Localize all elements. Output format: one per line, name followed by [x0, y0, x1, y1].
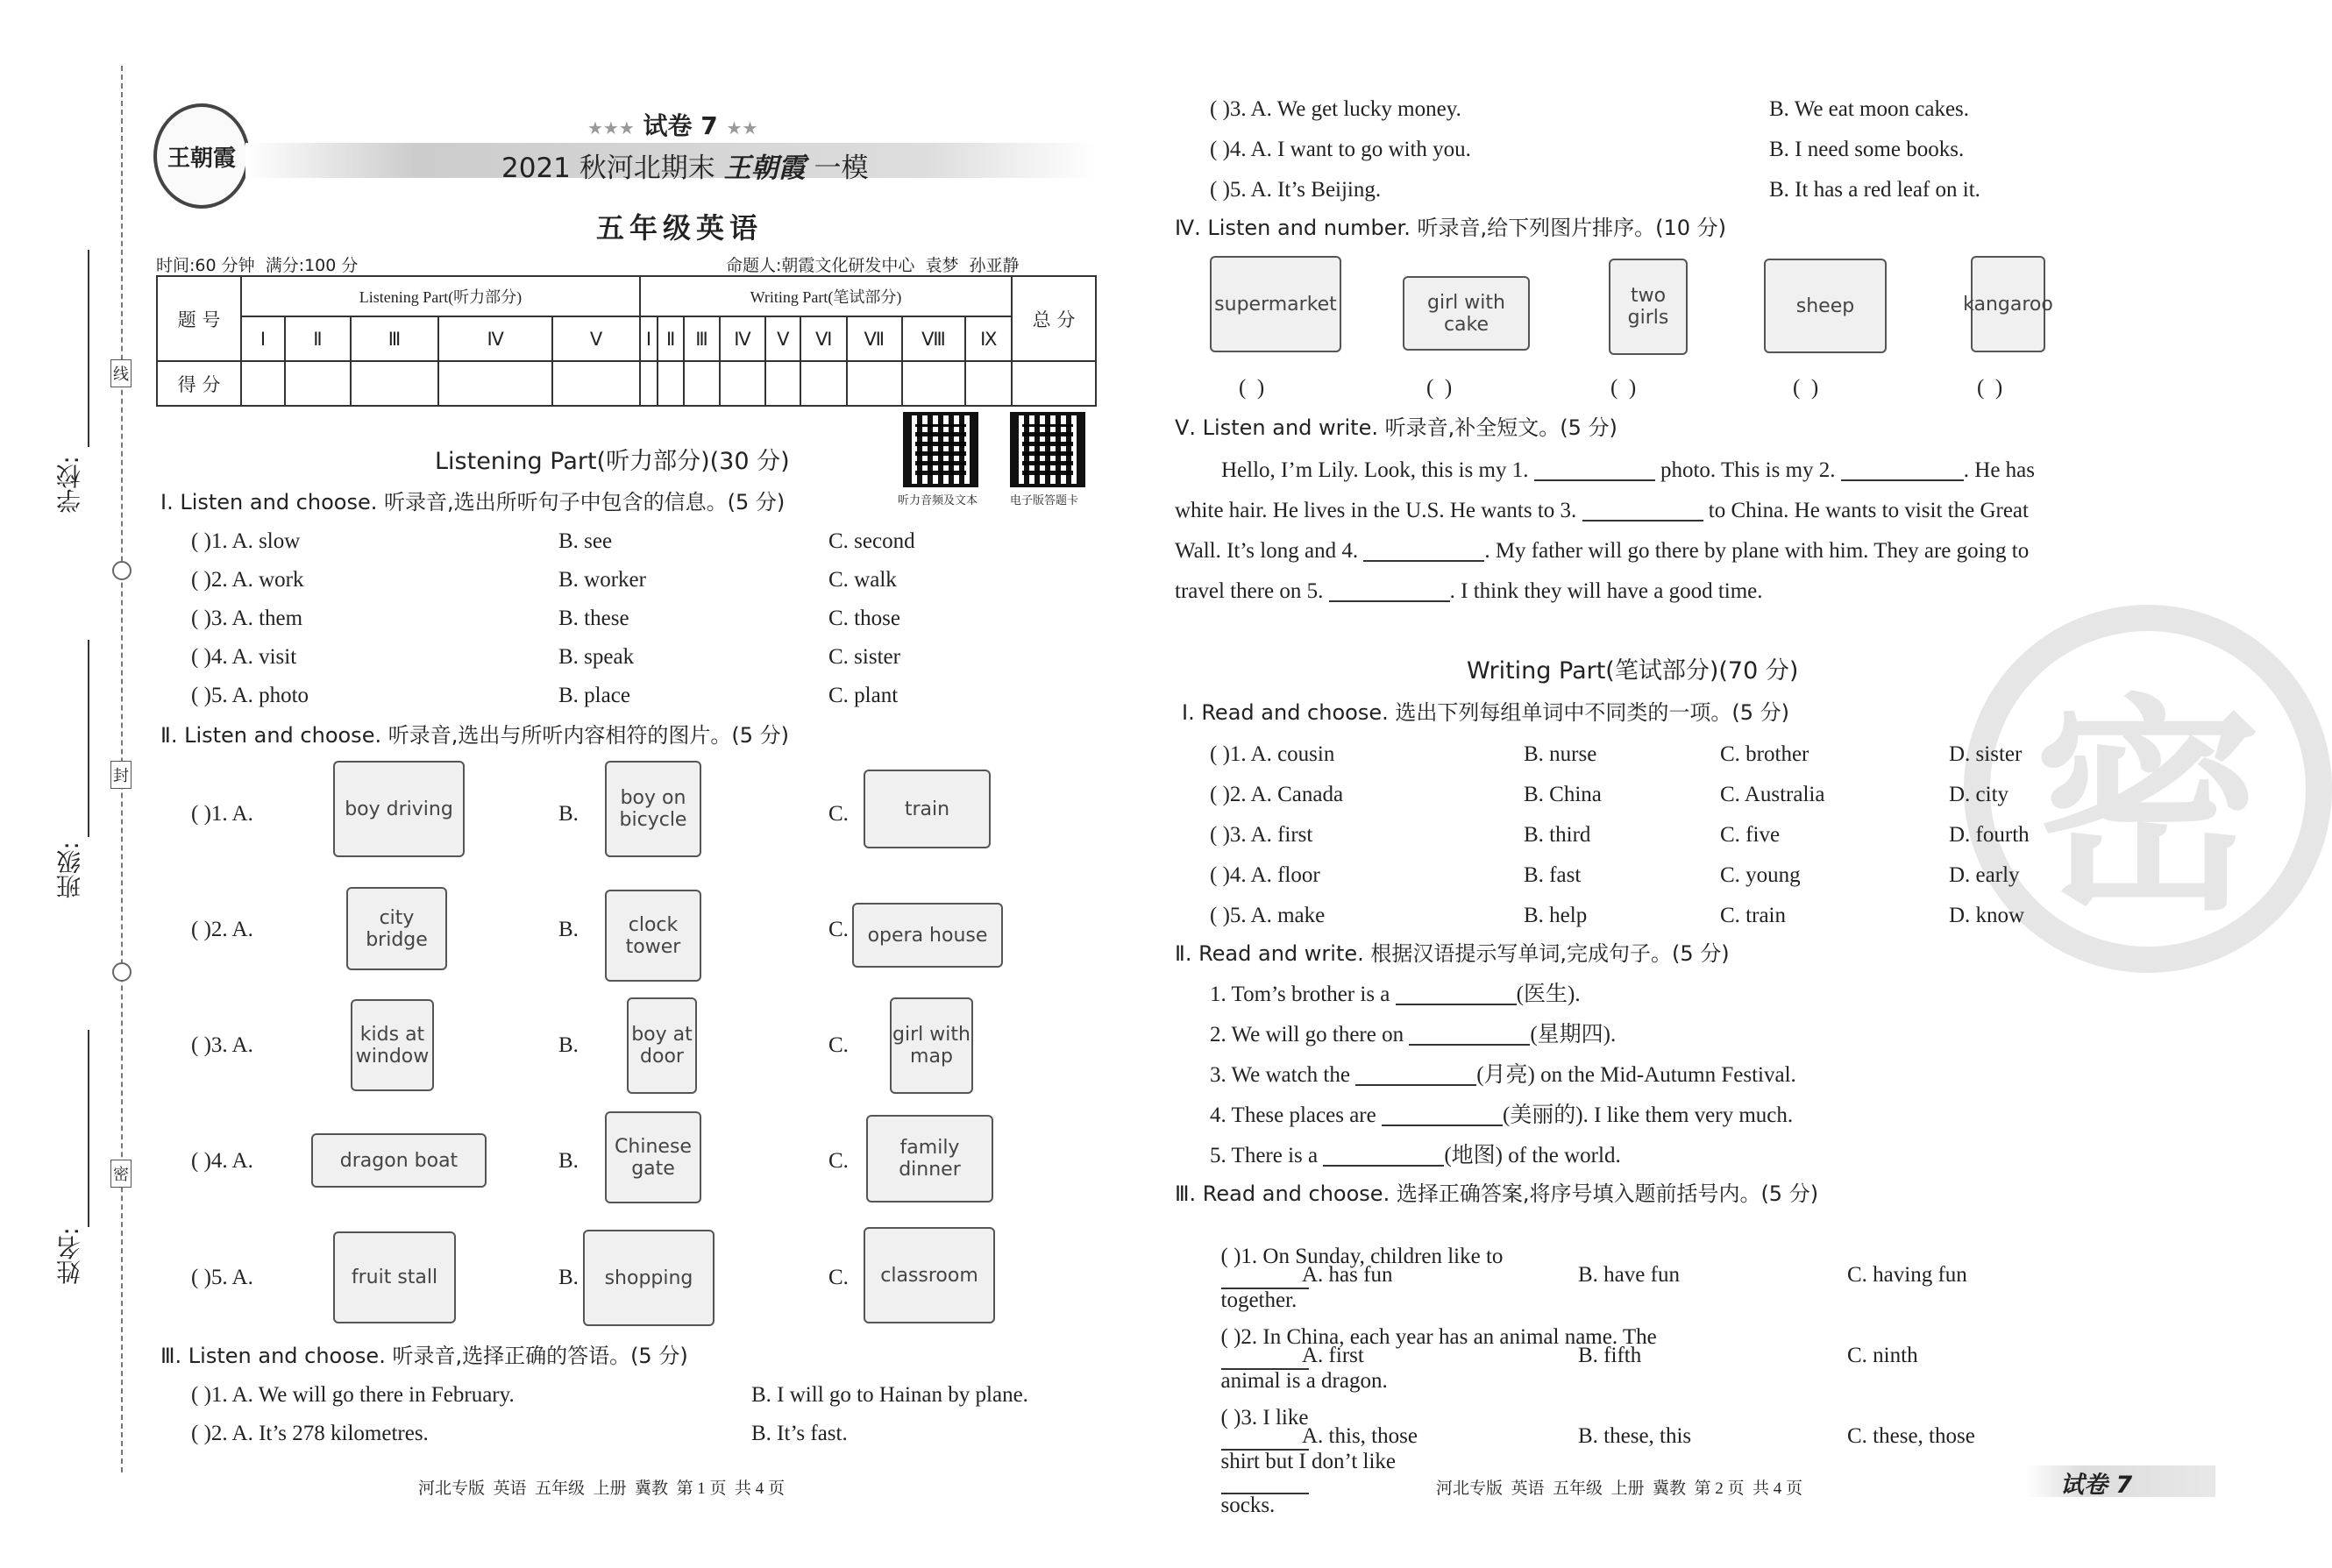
l2-q5-c: C.	[828, 1266, 849, 1289]
s5-text: photo. This is my 2.	[1660, 458, 1836, 482]
col-header: Ⅴ	[765, 316, 800, 361]
binding-dot-icon	[112, 962, 132, 982]
w2-q4	[1210, 1104, 1793, 1126]
listening-part-title: Listening Part(听力部分)(30 分)	[435, 448, 790, 475]
exam-banner-title	[501, 145, 868, 185]
l1-q5-a[interactable]: ( )5. A. photo	[191, 684, 309, 707]
w2-text: 1. Tom’s brother is a	[1210, 983, 1390, 1006]
w1-q4-d: D. early	[1949, 863, 2020, 887]
l3-q4-a[interactable]: ( )4. A. I want to go with you.	[1210, 138, 1471, 161]
footer-left: 河北专版 英语 五年级 上册 冀教 第 1 页 共 4 页	[418, 1479, 786, 1498]
listening-s5-title: Ⅴ. Listen and write. 听录音,补全短文。(5 分)	[1175, 415, 1617, 440]
s5-text: to China. He wants to visit the Great	[1708, 499, 2029, 522]
w1-q5-a[interactable]: ( )5. A. make	[1210, 904, 1326, 927]
l2-q2-pic-b[interactable]: clock tower	[605, 890, 701, 982]
col-header: Ⅸ	[965, 316, 1012, 361]
l2-q1-c: C.	[828, 802, 849, 826]
score-table	[156, 275, 1097, 407]
l2-q2-b: B.	[558, 918, 579, 941]
w1-q4-b: B. fast	[1524, 863, 1582, 887]
l2-q1-pic-c[interactable]: train	[864, 770, 991, 848]
school-line	[88, 250, 89, 447]
total-score-cell[interactable]	[1012, 361, 1096, 406]
l2-q2-c: C.	[828, 918, 849, 941]
l2-q5-pic-c[interactable]: classroom	[864, 1227, 995, 1323]
l3-q2-b: B. It’s fast.	[751, 1422, 848, 1445]
w1-q2-d: D. city	[1949, 783, 2009, 806]
l2-q3-pic-c[interactable]: girl with map	[890, 997, 973, 1094]
col-header: Ⅷ	[902, 316, 966, 361]
w3-q3	[1210, 1385, 1396, 1516]
row-label-score: 得 分	[157, 361, 241, 406]
writing-w1-title: Ⅰ. Read and choose. 选出下列每组单词中不同类的一项。(5 分)	[1182, 700, 1789, 725]
l4-bracket-3[interactable]: ( )	[1610, 376, 1637, 400]
l1-q3-a[interactable]: ( )3. A. them	[191, 607, 303, 630]
col-header: Ⅲ	[351, 316, 438, 361]
l2-q1-label[interactable]: ( )1. A.	[191, 802, 253, 826]
banner-suffix: 一模	[814, 153, 869, 184]
l1-q1-c: C. second	[828, 529, 915, 553]
l4-pic-5[interactable]: kangaroo	[1971, 256, 2045, 352]
w2-hint: (美丽的). I like them very much.	[1502, 1103, 1794, 1127]
l1-q2-c: C. walk	[828, 568, 897, 592]
w1-q3-a[interactable]: ( )3. A. first	[1210, 823, 1313, 847]
s5-blank-4[interactable]	[1363, 560, 1484, 562]
w2-hint: (地图) of the world.	[1444, 1144, 1621, 1167]
w2-text: 4. These places are	[1210, 1103, 1376, 1127]
l1-q2-a[interactable]: ( )2. A. work	[191, 568, 304, 592]
w2-text: 5. There is a	[1210, 1144, 1319, 1167]
exam-authors: 命题人:朝霞文化研发中心 袁梦 孙亚静	[726, 256, 1020, 275]
listening-s3-title: Ⅲ. Listen and choose. 听录音,选择正确的答语。(5 分)	[160, 1344, 688, 1368]
col-header: Ⅱ	[285, 316, 351, 361]
score-cell[interactable]	[902, 361, 966, 406]
writing-w2-title: Ⅱ. Read and write. 根据汉语提示写单词,完成句子。(5 分)	[1175, 941, 1730, 966]
l2-q3-b: B.	[558, 1033, 579, 1057]
l3-q3-a[interactable]: ( )3. A. We get lucky money.	[1210, 97, 1461, 121]
w3-text: socks.	[1220, 1494, 1276, 1517]
w1-q5-d: D. know	[1949, 904, 2025, 927]
s5-line-4	[1175, 580, 1763, 602]
writing-part-title: Writing Part(笔试部分)(70 分)	[1467, 657, 1799, 685]
w1-q5-b: B. help	[1524, 904, 1588, 927]
col-header: Ⅳ	[720, 316, 766, 361]
qr-code-audio[interactable]	[903, 412, 978, 487]
w2-text: 3. We watch the	[1210, 1063, 1350, 1087]
s5-text: . My father will go there by plane with him. They are going to	[1484, 539, 2030, 563]
l1-q1-a[interactable]: ( )1. A. slow	[191, 529, 301, 553]
stars-left: ★★★	[587, 117, 635, 138]
w3-q1-a: A. has fun	[1302, 1263, 1393, 1287]
w3-q2-b: B. fifth	[1578, 1344, 1642, 1367]
score-cell[interactable]	[640, 361, 658, 406]
l4-bracket-2[interactable]: ( )	[1426, 376, 1453, 400]
score-cell[interactable]	[720, 361, 766, 406]
w1-q1-d: D. sister	[1949, 742, 2023, 766]
l3-q2-a[interactable]: ( )2. A. It’s 278 kilometres.	[191, 1422, 429, 1445]
w1-q1-a[interactable]: ( )1. A. cousin	[1210, 742, 1335, 766]
l2-q4-label[interactable]: ( )4. A.	[191, 1149, 253, 1173]
l2-q4-pic-a[interactable]: dragon boat	[311, 1133, 487, 1188]
l2-q4-pic-b[interactable]: Chinese gate	[605, 1111, 701, 1203]
l1-q4-c: C. sister	[828, 645, 900, 669]
w1-q2-c: C. Australia	[1720, 783, 1825, 806]
total-header: 总 分	[1012, 276, 1096, 361]
l1-q4-a[interactable]: ( )4. A. visit	[191, 645, 297, 669]
l3-q4-b: B. I need some books.	[1769, 138, 1965, 161]
col-header: Ⅰ	[640, 316, 658, 361]
l2-q2-label[interactable]: ( )2. A.	[191, 918, 253, 941]
exam-time: 时间:60 分钟 满分:100 分	[156, 256, 359, 275]
l2-q3-label[interactable]: ( )3. A.	[191, 1033, 253, 1057]
w1-q1-b: B. nurse	[1524, 742, 1597, 766]
col-header: Ⅰ	[241, 316, 285, 361]
l4-bracket-5[interactable]: ( )	[1977, 376, 2003, 400]
l2-q5-b: B.	[558, 1266, 579, 1289]
l2-q5-pic-b[interactable]: shopping	[583, 1230, 715, 1326]
score-cell[interactable]	[965, 361, 1012, 406]
l2-q4-c: C.	[828, 1149, 849, 1173]
seal-mark-line: 线	[110, 359, 132, 387]
w2-q5	[1210, 1145, 1621, 1167]
col-header: Ⅶ	[847, 316, 902, 361]
school-label: 学校:	[55, 456, 84, 514]
l2-q5-pic-a[interactable]: fruit stall	[333, 1231, 456, 1323]
s5-line-1	[1221, 459, 2035, 481]
l2-q3-pic-b[interactable]: boy at door	[627, 997, 697, 1094]
w1-q3-d: D. fourth	[1949, 823, 2030, 847]
w3-text[interactable]: ( )1. On Sunday, children like to	[1220, 1245, 1504, 1268]
name-label: 姓名:	[55, 1227, 84, 1285]
w3-text: animal is a dragon.	[1220, 1369, 1388, 1393]
l1-q1-b: B. see	[558, 529, 613, 553]
l1-q5-b: B. place	[558, 684, 630, 707]
s5-blank-5[interactable]	[1329, 600, 1450, 602]
w3-q3-a: A. this, those	[1302, 1424, 1418, 1448]
seal-mark-seal: 封	[110, 761, 132, 789]
s5-text: travel there on 5.	[1175, 579, 1324, 603]
w3-q3-c: C. these, those	[1847, 1424, 1975, 1448]
footer-right: 河北专版 英语 五年级 上册 冀教 第 2 页 共 4 页	[1436, 1479, 1803, 1498]
paper-label	[587, 107, 757, 142]
col-header: Ⅲ	[684, 316, 719, 361]
score-cell[interactable]	[684, 361, 719, 406]
w1-q3-b: B. third	[1524, 823, 1591, 847]
w2-q3	[1210, 1064, 1796, 1086]
subject-title: 五年级英语	[596, 211, 764, 245]
listening-group-header: Listening Part(听力部分)	[241, 276, 640, 316]
w3-text[interactable]: ( )3. I like	[1220, 1406, 1309, 1430]
l1-q5-c: C. plant	[828, 684, 899, 707]
score-cell[interactable]	[552, 361, 640, 406]
l4-bracket-4[interactable]: ( )	[1793, 376, 1819, 400]
w2-blank-3[interactable]	[1355, 1084, 1476, 1086]
s5-text: Hello, I’m Lily. Look, this is my 1.	[1221, 458, 1529, 482]
w3-q1-c: C. having fun	[1847, 1263, 1967, 1287]
score-cell[interactable]	[241, 361, 285, 406]
l2-q3-c: C.	[828, 1033, 849, 1057]
s5-text: white hair. He lives in the U.S. He wants to 3.	[1175, 499, 1577, 522]
brand-logo-text: 王朝霞	[167, 145, 236, 171]
l4-pic-2[interactable]: girl with cake	[1403, 276, 1530, 351]
w3-text: together.	[1220, 1288, 1298, 1312]
score-cell[interactable]	[800, 361, 846, 406]
writing-w3-title: Ⅲ. Read and choose. 选择正确答案,将序号填入题前括号内。(5 分)	[1175, 1181, 1819, 1206]
l3-q3-b: B. We eat moon cakes.	[1769, 97, 1970, 121]
s5-text: . He has	[1963, 458, 2035, 482]
banner-text: 2021 秋河北期末	[501, 153, 715, 184]
score-cell[interactable]	[658, 361, 684, 406]
w2-blank-5[interactable]	[1323, 1165, 1444, 1167]
l2-q2-pic-a[interactable]: city bridge	[346, 887, 447, 970]
l2-q5-label[interactable]: ( )5. A.	[191, 1266, 253, 1289]
qr-caption-audio: 听力音频及文本	[898, 494, 978, 507]
w3-text[interactable]: ( )2. In China, each year has an animal name. The	[1220, 1325, 1657, 1349]
w3-q3-b: B. these, this	[1578, 1424, 1692, 1448]
l1-q4-b: B. speak	[558, 645, 635, 669]
col-header: Ⅵ	[800, 316, 846, 361]
l4-pic-3[interactable]: two girls	[1609, 259, 1688, 355]
l3-q1-b: B. I will go to Hainan by plane.	[751, 1383, 1028, 1407]
l2-q3-pic-a[interactable]: kids at window	[351, 999, 434, 1091]
seal-mark-secret: 密	[110, 1160, 132, 1188]
l2-q4-b: B.	[558, 1149, 579, 1173]
score-cell[interactable]	[351, 361, 438, 406]
score-cell[interactable]	[285, 361, 351, 406]
w1-q2-a[interactable]: ( )2. A. Canada	[1210, 783, 1344, 806]
l1-q2-b: B. worker	[558, 568, 646, 592]
w2-blank-2[interactable]	[1409, 1044, 1530, 1046]
w1-q4-c: C. young	[1720, 863, 1801, 887]
s5-blank-2[interactable]	[1841, 479, 1964, 481]
w2-hint: (月亮) on the Mid-Autumn Festival.	[1476, 1063, 1796, 1087]
col-header: Ⅳ	[438, 316, 552, 361]
score-cell[interactable]	[847, 361, 902, 406]
w1-q2-b: B. China	[1524, 783, 1602, 806]
l1-q3-b: B. these	[558, 607, 629, 630]
w2-q1	[1210, 983, 1581, 1005]
score-cell[interactable]	[765, 361, 800, 406]
w3-q2-a: A. first	[1302, 1344, 1364, 1367]
stars-right: ★★	[726, 117, 758, 138]
name-line	[88, 1030, 89, 1227]
w2-q2	[1210, 1024, 1616, 1046]
w2-hint: (星期四).	[1530, 1023, 1617, 1047]
l4-pic-4[interactable]: sheep	[1764, 259, 1887, 353]
watermark-char: 密	[2034, 676, 2262, 941]
w1-q3-c: C. five	[1720, 823, 1781, 847]
s5-blank-1[interactable]	[1534, 479, 1655, 481]
w3-q2-c: C. ninth	[1847, 1344, 1918, 1367]
s5-text: Wall. It’s long and 4.	[1175, 539, 1359, 563]
s5-line-2	[1175, 500, 2029, 521]
l4-pic-1[interactable]: supermarket	[1210, 256, 1341, 352]
l2-q1-b: B.	[558, 802, 579, 826]
s5-text: . I think they will have a good time.	[1449, 579, 1763, 603]
binding-dot-icon	[112, 561, 132, 580]
w1-q1-c: C. brother	[1720, 742, 1809, 766]
qr-caption-answer-sheet: 电子版答题卡	[1010, 494, 1079, 507]
class-line	[88, 640, 89, 837]
l3-q5-a[interactable]: ( )5. A. It’s Beijing.	[1210, 178, 1382, 202]
col-header: Ⅱ	[658, 316, 684, 361]
listening-s4-title: Ⅳ. Listen and number. 听录音,给下列图片排序。(10 分)	[1175, 216, 1726, 240]
l2-q4-pic-c[interactable]: family dinner	[866, 1115, 993, 1203]
s5-blank-3[interactable]	[1582, 520, 1703, 521]
qr-code-answer-sheet[interactable]	[1010, 412, 1085, 487]
w2-hint: (医生).	[1516, 983, 1581, 1006]
l1-q3-c: C. those	[828, 607, 900, 630]
listening-s1-title: Ⅰ. Listen and choose. 听录音,选出所听句子中包含的信息。(5 分)	[160, 490, 786, 514]
banner-brand: 王朝霞	[723, 153, 806, 184]
brand-logo	[153, 103, 250, 209]
l2-q1-pic-b[interactable]: boy on bicycle	[605, 761, 701, 857]
w2-text: 2. We will go there on	[1210, 1023, 1404, 1047]
paper-number: 试卷 7	[643, 111, 718, 140]
w2-blank-1[interactable]	[1396, 1004, 1517, 1005]
l4-bracket-1[interactable]: ( )	[1239, 376, 1265, 400]
w1-q4-a[interactable]: ( )4. A. floor	[1210, 863, 1320, 887]
score-cell[interactable]	[438, 361, 552, 406]
w1-q5-c: C. train	[1720, 904, 1786, 927]
l3-q1-a[interactable]: ( )1. A. We will go there in February.	[191, 1383, 515, 1407]
writing-group-header: Writing Part(笔试部分)	[640, 276, 1012, 316]
class-label: 班级:	[55, 841, 84, 899]
footer-paper-tag: 试卷 7	[2060, 1472, 2133, 1499]
w3-text: shirt but I don’t like	[1220, 1450, 1397, 1473]
w3-q1-b: B. have fun	[1578, 1263, 1680, 1287]
listening-s2-title: Ⅱ. Listen and choose. 听录音,选出与所听内容相符的图片。(5 分)	[160, 723, 789, 748]
l3-q5-b: B. It has a red leaf on it.	[1769, 178, 1980, 202]
s5-line-3	[1175, 540, 2029, 562]
row-label-number: 题 号	[157, 276, 241, 361]
l2-q1-pic-a[interactable]: boy driving	[333, 761, 465, 857]
col-header: Ⅴ	[552, 316, 640, 361]
l2-q2-pic-c[interactable]: opera house	[852, 903, 1003, 968]
w2-blank-4[interactable]	[1382, 1125, 1503, 1126]
